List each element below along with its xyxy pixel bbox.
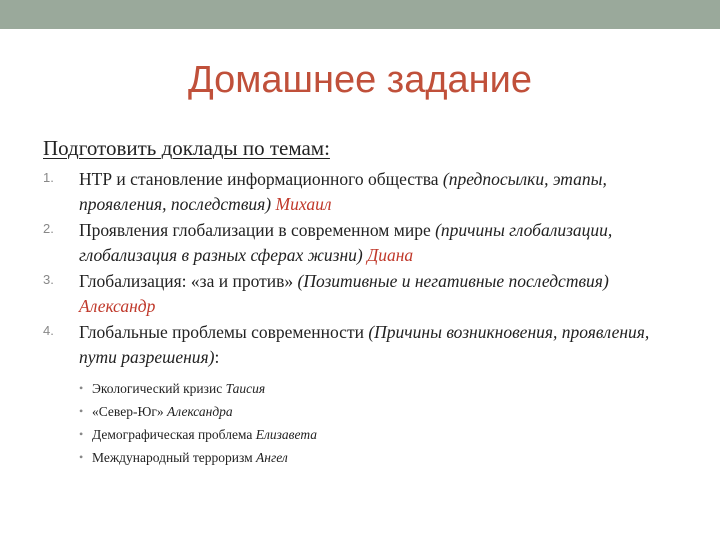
- topic-text: [79, 269, 683, 318]
- sublist-item: [79, 423, 683, 446]
- topic-item-2: [43, 218, 683, 267]
- topic-hint: (Причины возникновения, проявления, пути разрешения): [79, 322, 650, 367]
- topic-text: [79, 320, 683, 369]
- bullet-icon: •: [79, 427, 84, 441]
- student-name: Диана: [367, 244, 414, 265]
- topic-hint: (Позитивные и негативные последствия): [297, 271, 609, 291]
- subtopic-text: Демографическая проблема: [92, 427, 256, 442]
- topic-main: НТР и становление информационного общества: [79, 169, 443, 189]
- topic-item-4: [43, 320, 683, 469]
- student-name: Ангел: [256, 450, 288, 465]
- topic-item-3: [43, 269, 683, 318]
- problems-sublist: [79, 377, 683, 469]
- topic-item-1: [43, 167, 683, 216]
- student-name: Александра: [166, 404, 233, 419]
- topic-text: [79, 218, 683, 267]
- list-number: 1.: [43, 170, 54, 185]
- subtopic-text: «Север-Юг»: [92, 404, 167, 419]
- list-number: 4.: [43, 323, 54, 338]
- list-number: 2.: [43, 221, 54, 236]
- intro-heading: Подготовить доклады по темам:: [43, 136, 330, 160]
- bullet-icon: •: [79, 381, 84, 395]
- sublist-item: [79, 446, 683, 469]
- topic-main: Проявления глобализации в современном мире: [79, 220, 436, 240]
- student-name: Михаил: [275, 193, 332, 214]
- student-name: Елизавета: [255, 427, 318, 442]
- topic-tail: :: [214, 346, 220, 367]
- bullet-icon: •: [79, 450, 84, 464]
- top-accent-bar: [0, 0, 720, 29]
- list-number: 3.: [43, 272, 54, 287]
- topic-hint: (причины глобализации, глобализация в разных сферах жизни): [79, 220, 613, 265]
- topics-list: [43, 167, 683, 471]
- topic-hint: (предпосылки, этапы, проявления, последствия): [79, 169, 607, 214]
- subtopic-text: Экологический кризис: [92, 381, 226, 396]
- bullet-icon: •: [79, 404, 84, 418]
- topic-main: Глобализация: «за и против»: [79, 271, 298, 291]
- slide-title: Домашнее задание: [187, 59, 532, 101]
- sublist-item: [79, 400, 683, 423]
- student-name: Александр: [79, 295, 156, 316]
- topic-main: Глобальные проблемы современности: [79, 322, 369, 342]
- student-name: Таисия: [225, 381, 266, 396]
- subtopic-text: Международный терроризм: [92, 450, 257, 465]
- topic-text: [79, 167, 683, 216]
- sublist-item: [79, 377, 683, 400]
